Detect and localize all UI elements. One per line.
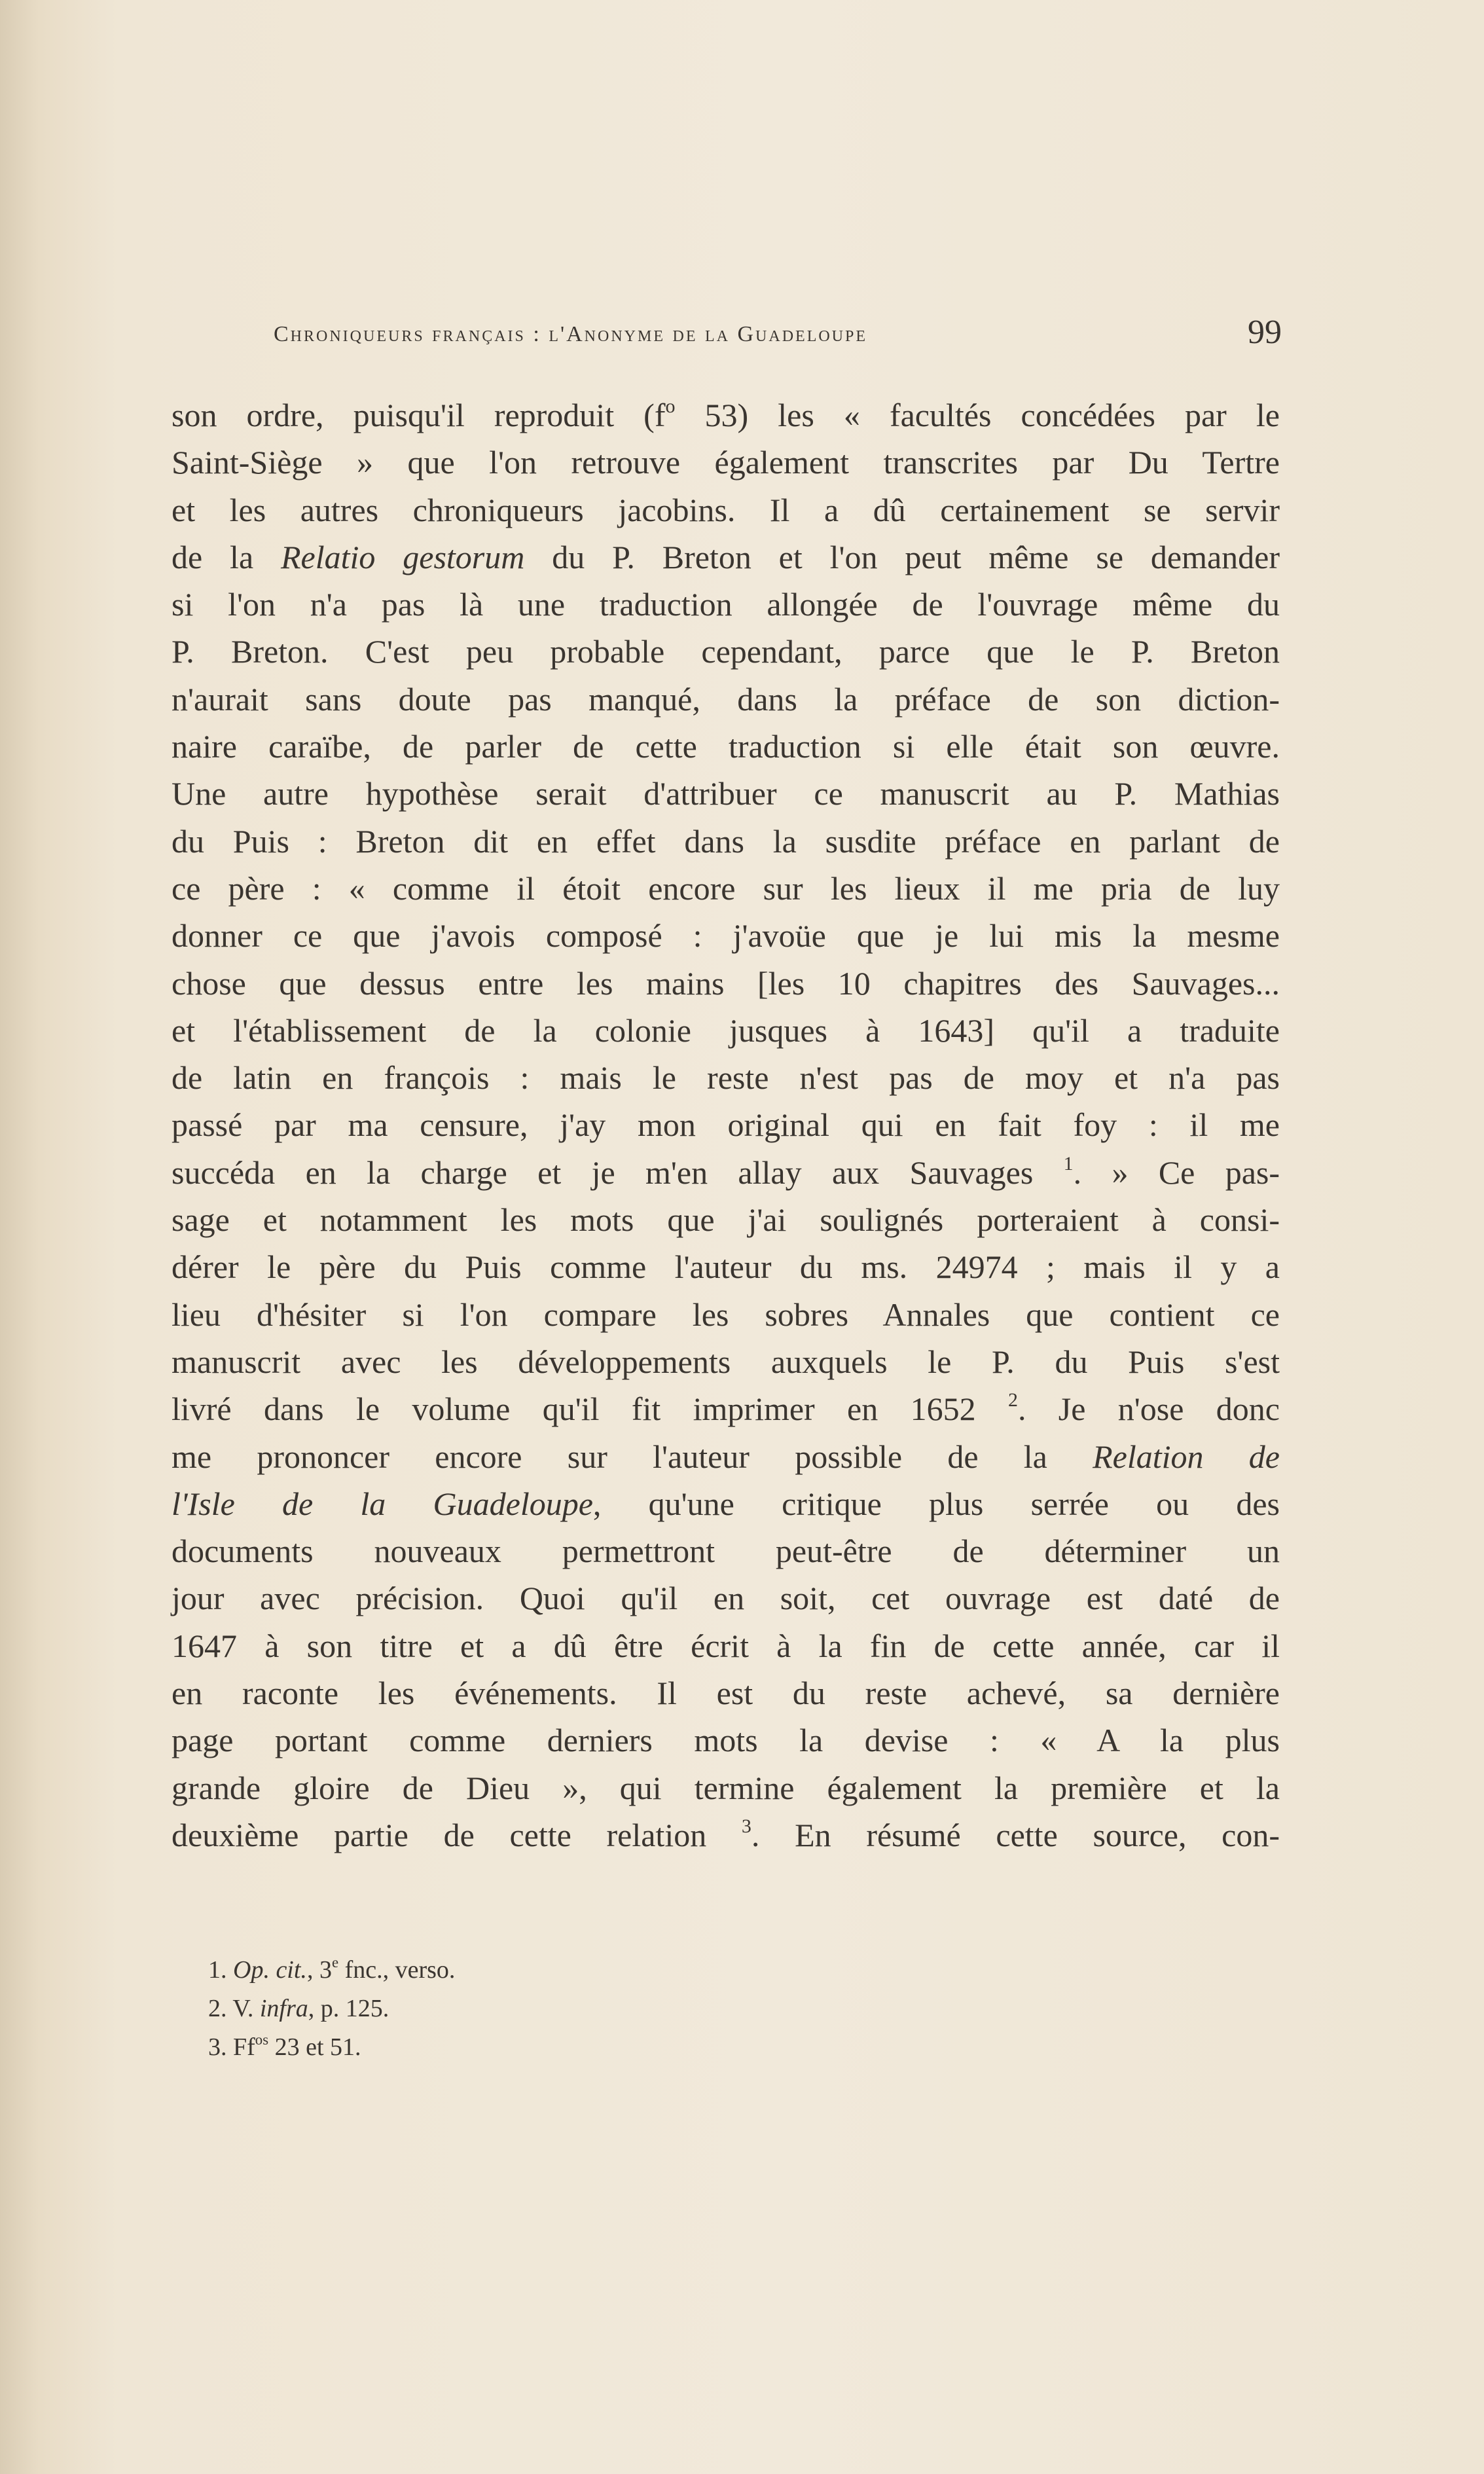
text-segment: Une autre hypothèse serait d'attribuer ce manuscrit au P. Mathias bbox=[172, 775, 1280, 812]
text-segment: chose que dessus entre les mains [les 10 chapitres des Sauvages... bbox=[172, 964, 1280, 1002]
text-line bbox=[172, 1669, 1280, 1717]
text-line bbox=[172, 581, 1280, 628]
text-segment: dérer le père du Puis comme l'auteur du ms. 24974 ; mais il y a bbox=[172, 1248, 1280, 1286]
footnote-segment: os bbox=[255, 2031, 269, 2048]
text-segment: sage et notamment les mots que j'ai soulignés porteraient à consi- bbox=[172, 1201, 1280, 1239]
text-segment: en raconte les événements. Il est du reste achevé, sa dernière bbox=[172, 1675, 1280, 1712]
text-segment: Saint-Siège » que l'on retrouve également transcrites par Du Tertre bbox=[172, 444, 1280, 481]
footnote-segment: , 3 bbox=[306, 1956, 332, 1984]
text-line bbox=[172, 1480, 1280, 1527]
text-segment: , qu'une critique plus serrée ou des bbox=[592, 1485, 1280, 1522]
text-line bbox=[172, 818, 1280, 865]
text-line bbox=[172, 486, 1280, 534]
text-line bbox=[172, 1007, 1280, 1054]
text-line bbox=[172, 1764, 1280, 1811]
footnote-segment: Op. cit. bbox=[233, 1956, 307, 1984]
text-segment: son ordre, puisqu'il reproduit (f bbox=[172, 397, 666, 433]
text-line bbox=[172, 1574, 1280, 1622]
page-number: 99 bbox=[1248, 314, 1282, 351]
superscript: 2 bbox=[1007, 1389, 1018, 1411]
text-segment: et l'établissement de la colonie jusques à 1643] qu'il a traduite bbox=[172, 1011, 1280, 1049]
text-line bbox=[172, 770, 1280, 817]
footnote-segment: e bbox=[331, 1954, 339, 1971]
text-segment: documents nouveaux permettront peut-être de déterminer un bbox=[172, 1533, 1280, 1570]
body-text bbox=[172, 391, 1280, 1859]
text-segment: livré dans le volume qu'il fit imprimer en 1652 bbox=[172, 1391, 1008, 1428]
text-segment: me prononcer encore sur l'auteur possible de la bbox=[172, 1438, 1093, 1475]
text-segment: et les autres chroniqueurs jacobins. Il a dû certainement se servir bbox=[172, 491, 1280, 528]
text-line bbox=[172, 1433, 1280, 1480]
text-segment: grande gloire de Dieu », qui termine également la première et la bbox=[172, 1769, 1280, 1806]
italic-text: Relation de bbox=[1093, 1438, 1280, 1475]
text-segment: ce père : « comme il étoit encore sur les lieux il me pria de luy bbox=[172, 869, 1280, 907]
text-line bbox=[172, 1291, 1280, 1338]
footnote-segment: infra bbox=[259, 1995, 308, 2022]
text-segment: manuscrit avec les développements auxquels le P. du Puis s'est bbox=[172, 1343, 1280, 1380]
text-line bbox=[172, 1149, 1280, 1196]
text-segment: si l'on n'a pas là une traduction allongée de l'ouvrage même du bbox=[172, 586, 1280, 623]
footnote-segment: 23 et 51. bbox=[268, 2033, 361, 2061]
text-line bbox=[172, 676, 1280, 723]
text-line bbox=[172, 912, 1280, 959]
footnote-3 bbox=[208, 2028, 455, 2067]
running-header bbox=[274, 313, 1282, 352]
text-line bbox=[172, 1196, 1280, 1243]
text-line bbox=[172, 1338, 1280, 1385]
text-segment: . » Ce pas- bbox=[1073, 1154, 1280, 1191]
running-title: Chroniqueurs français : l'Anonyme de la Guadeloupe bbox=[274, 322, 868, 346]
superscript: 1 bbox=[1063, 1152, 1074, 1174]
text-line bbox=[172, 723, 1280, 770]
text-segment: . Je n'ose donc bbox=[1017, 1391, 1280, 1428]
text-line bbox=[172, 1717, 1280, 1764]
footnote-2 bbox=[208, 1990, 455, 2028]
text-segment: naire caraïbe, de parler de cette traduction si elle était son œuvre. bbox=[172, 728, 1280, 765]
text-line bbox=[172, 628, 1280, 675]
text-segment: deuxième partie de cette relation bbox=[172, 1816, 742, 1853]
text-segment: du P. Breton et l'on peut même se demander bbox=[524, 538, 1280, 575]
text-segment: jour avec précision. Quoi qu'il en soit, cet ouvrage est daté de bbox=[172, 1580, 1280, 1617]
text-line bbox=[172, 1054, 1280, 1101]
footnote-segment: , p. 125. bbox=[308, 1995, 389, 2022]
text-segment: succéda en la charge et je m'en allay aux Sauvages bbox=[172, 1154, 1064, 1191]
text-segment: page portant comme derniers mots la devise : « A la plus bbox=[172, 1722, 1280, 1759]
text-line bbox=[172, 439, 1280, 486]
italic-text: Relatio gestorum bbox=[281, 538, 525, 575]
text-line bbox=[172, 391, 1280, 439]
italic-text: l'Isle de la Guadeloupe bbox=[172, 1485, 593, 1522]
footnotes bbox=[208, 1951, 455, 2067]
text-line bbox=[172, 1243, 1280, 1290]
text-segment: donner ce que j'avois composé : j'avoüe que je lui mis la mesme bbox=[172, 917, 1280, 955]
footnote-1 bbox=[208, 1951, 455, 1990]
text-segment: du Puis : Breton dit en effet dans la susdite préface en parlant de bbox=[172, 822, 1280, 860]
text-segment: de la bbox=[172, 538, 281, 575]
text-line bbox=[172, 1811, 1280, 1859]
footnote-segment: 2. V. bbox=[208, 1995, 260, 2022]
text-segment: . En résumé cette source, con- bbox=[751, 1816, 1280, 1853]
footnote-segment: fnc., verso. bbox=[338, 1956, 456, 1984]
footnote-segment: 1. bbox=[208, 1956, 233, 1984]
text-line bbox=[172, 1385, 1280, 1432]
text-segment: 53) les « facultés concédées par le bbox=[675, 397, 1280, 433]
footnote-segment: 3. Ff bbox=[208, 2033, 255, 2061]
text-segment: passé par ma censure, j'ay mon original qui en fait foy : il me bbox=[172, 1106, 1280, 1144]
superscript: o bbox=[665, 395, 676, 417]
text-segment: P. Breton. C'est peu probable cependant, parce que le P. Breton bbox=[172, 633, 1280, 670]
text-segment: n'aurait sans doute pas manqué, dans la préface de son diction- bbox=[172, 680, 1280, 718]
text-line bbox=[172, 960, 1280, 1007]
superscript: 3 bbox=[741, 1815, 751, 1837]
text-line bbox=[172, 534, 1280, 581]
text-segment: de latin en françois : mais le reste n'est pas de moy et n'a pas bbox=[172, 1059, 1280, 1097]
text-segment: 1647 à son titre et a dû être écrit à la fin de cette année, car il bbox=[172, 1627, 1280, 1664]
text-line bbox=[172, 1622, 1280, 1669]
text-line bbox=[172, 1101, 1280, 1148]
text-segment: lieu d'hésiter si l'on compare les sobres Annales que contient ce bbox=[172, 1296, 1280, 1333]
text-line bbox=[172, 1527, 1280, 1574]
text-line bbox=[172, 865, 1280, 912]
